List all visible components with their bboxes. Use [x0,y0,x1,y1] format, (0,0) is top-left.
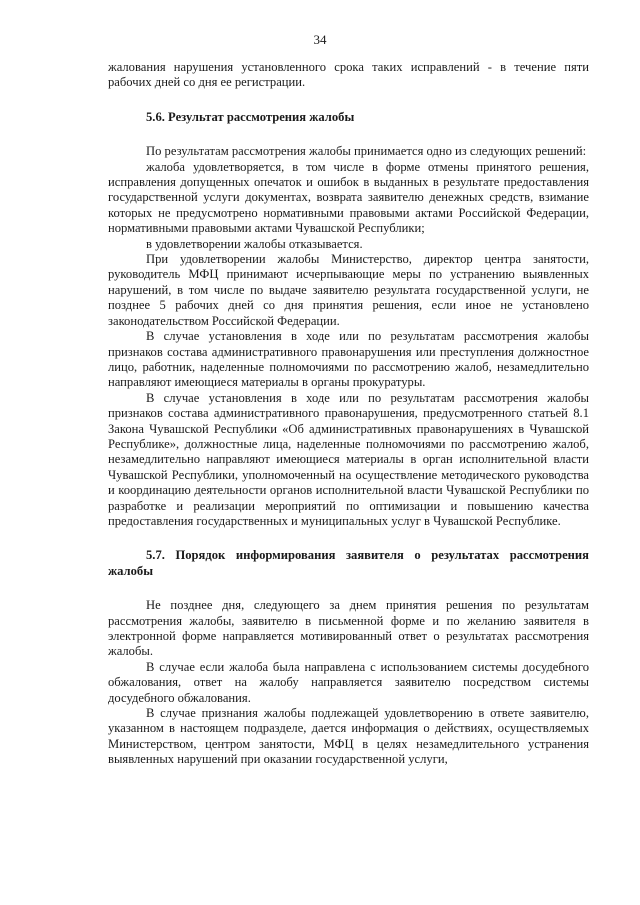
section-heading-5-6: 5.6. Результат рассмотрения жалобы [146,109,355,124]
paragraph: В случае признания жалобы подлежащей удовлетворению в ответе заявителю, указанном в настоящем подразделе, дается информация о действиях, осуществляемых Министерством, центром занятости, МФЦ в целях незамедлительного устранения выявленных нарушений при оказании государственной услуги, [108,706,589,767]
paragraph: в удовлетворении жалобы отказывается. [146,236,363,251]
page-number: 34 [313,32,327,47]
paragraph: Не позднее дня, следующего за днем принятия решения по результатам рассмотрения жалобы, заявителю в письменной форме и по желанию заявителя в электронной форме направляется мотивированный ответ о результатах рассмотрения жалобы. [108,598,589,659]
paragraph: По результатам рассмотрения жалобы принимается одно из следующих решений: [146,144,587,159]
paragraph: В случае установления в ходе или по результатам рассмотрения жалобы признаков состава административного правонарушения или преступления должностное лицо, работник, наделенные полномочиями по рассмотрению жалоб, незамедлительно направляют имеющиеся материалы в органы прокуратуры. [108,329,589,390]
paragraph: В случае если жалоба была направлена с использованием системы досудебного обжалования, ответ на жалобу направляется заявителю посредством системы досудебного обжалования. [108,659,589,705]
paragraph: В случае установления в ходе или по результатам рассмотрения жалобы признаков состава административного правонарушения, предусмотренного статьей 8.1 Закона Чувашской Республики «Об административных правонарушениях в Чувашской Республике», должностные лица, наделенные полномочиями по рассмотрению жалоб, незамедлительно направляют имеющиеся материалы в орган исполнительной власти Чувашской Республики, уполномоченный на осуществление методического руководства и координацию деятельности органов исполнительной власти Чувашской Республики по разработке и реализации мероприятий по оптимизации и повышению качества предоставления государственных и муниципальных услуг в Чувашской Республике. [108,390,589,528]
section-heading-5-7: 5.7. Порядок информирования заявителя о результатах рассмотрения жалобы [108,548,589,578]
paragraph-continuation: жалования нарушения установленного срока таких исправлений - в течение пяти рабочих дней со дня ее регистрации. [108,60,589,90]
page-body [108,60,589,768]
paragraph: При удовлетворении жалобы Министерство, директор центра занятости, руководитель МФЦ принимают исчерпывающие меры по устранению выявленных нарушений, в том числе по выдаче заявителю результата государственной услуги, не позднее 5 рабочих дней со дня принятия решения, если иное не установлено законодательством Российской Федерации. [108,252,589,328]
paragraph: жалоба удовлетворяется, в том числе в форме отмены принятого решения, исправления допущенных опечаток и ошибок в выданных в результате предоставления государственной услуги документах, возврата заявителю денежных средств, взимание которых не предусмотрено нормативными правовыми актами Российской Федерации, нормативными правовыми актами Чувашской Республики; [108,159,589,236]
